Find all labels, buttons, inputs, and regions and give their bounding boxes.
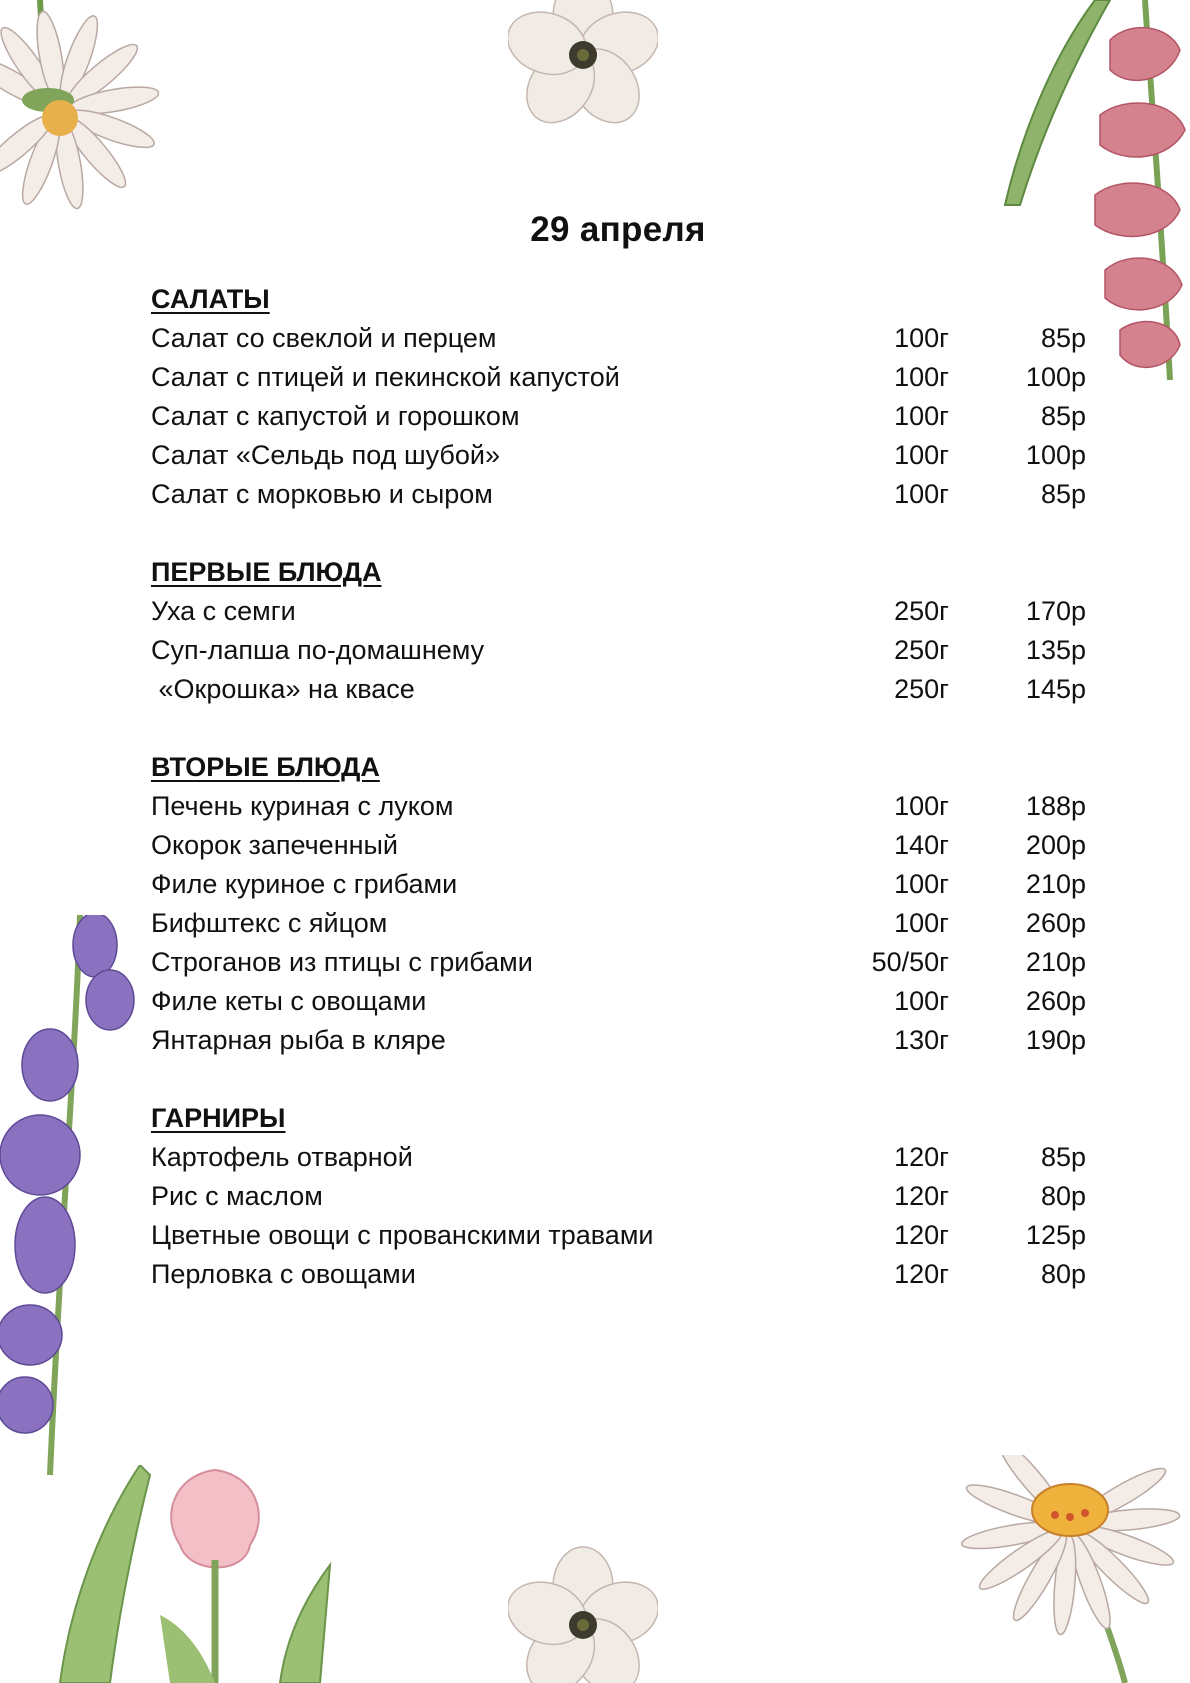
item-weight: 100г: [894, 908, 949, 938]
tulip-bottom-left-decoration: [0, 1465, 360, 1683]
item-weight: 250г: [894, 635, 949, 665]
item-name: Уха с семги: [151, 596, 296, 626]
item-weight: 130г: [894, 1025, 949, 1055]
section-salads: [151, 280, 1086, 514]
item-price: 135р: [1025, 635, 1086, 665]
item-weight: 140г: [894, 830, 949, 860]
section-first-courses: [151, 553, 1086, 709]
item-weight: 100г: [894, 440, 949, 470]
item-name: Филе куриное с грибами: [151, 869, 458, 899]
menu-item: [151, 904, 1086, 943]
section-title: ГАРНИРЫ: [151, 1103, 286, 1133]
item-price: 85р: [1040, 1142, 1086, 1172]
menu-item: [151, 982, 1086, 1021]
item-weight: 250г: [894, 674, 949, 704]
item-price: 260р: [1025, 986, 1086, 1016]
section-main-courses: [151, 748, 1086, 1060]
menu-item: [151, 1216, 1086, 1255]
item-price: 260р: [1025, 908, 1086, 938]
menu-item: [151, 631, 1086, 670]
item-name: Картофель отварной: [151, 1142, 413, 1172]
menu-item: [151, 319, 1086, 358]
item-weight: 100г: [894, 479, 949, 509]
item-weight: 100г: [894, 869, 949, 899]
item-price: 200р: [1025, 830, 1086, 860]
section-title: ПЕРВЫЕ БЛЮДА: [151, 557, 382, 587]
menu-item: [151, 397, 1086, 436]
daisy-bottom-right-decoration: [945, 1455, 1190, 1683]
item-price: 210р: [1025, 869, 1086, 899]
menu-item: [151, 943, 1086, 982]
section-title: ВТОРЫЕ БЛЮДА: [151, 752, 380, 782]
item-price: 80р: [1040, 1259, 1086, 1289]
item-name: «Окрошка» на квасе: [151, 674, 415, 704]
page-title: 29 апреля: [530, 210, 706, 249]
menu-item: [151, 592, 1086, 631]
item-name: Рис с маслом: [151, 1181, 323, 1211]
menu-item: [151, 1021, 1086, 1060]
item-price: 190р: [1025, 1025, 1086, 1055]
lavender-left-decoration: [0, 915, 160, 1495]
menu-item: [151, 826, 1086, 865]
item-price: 80р: [1040, 1181, 1086, 1211]
menu: [151, 280, 1086, 1333]
item-name: Салат «Сельдь под шубой»: [151, 440, 500, 470]
item-name: Салат со свеклой и перцем: [151, 323, 497, 353]
item-price: 210р: [1025, 947, 1086, 977]
item-name: Окорок запеченный: [151, 830, 399, 860]
menu-item: [151, 787, 1086, 826]
menu-item: [151, 436, 1086, 475]
flower-bottom-center-decoration: [508, 1535, 658, 1683]
item-name: Салат с птицей и пекинской капустой: [151, 362, 620, 392]
section-title: САЛАТЫ: [151, 284, 270, 314]
item-weight: 100г: [894, 362, 949, 392]
item-weight: 120г: [894, 1142, 949, 1172]
item-price: 85р: [1040, 401, 1086, 431]
item-weight: 120г: [894, 1259, 949, 1289]
flower-top-center-decoration: [508, 0, 658, 150]
section-side-dishes: [151, 1099, 1086, 1294]
item-name: Янтарная рыба в кляре: [151, 1025, 446, 1055]
item-name: Печень куриная с луком: [151, 791, 454, 821]
item-name: Филе кеты с овощами: [151, 986, 427, 1016]
item-weight: 100г: [894, 323, 949, 353]
item-price: 145р: [1025, 674, 1086, 704]
menu-item: [151, 1138, 1086, 1177]
item-price: 85р: [1040, 479, 1086, 509]
item-price: 170р: [1025, 596, 1086, 626]
item-name: Цветные овощи с прованскими травами: [151, 1220, 654, 1250]
item-weight: 120г: [894, 1220, 949, 1250]
menu-item: [151, 670, 1086, 709]
item-name: Строганов из птицы с грибами: [151, 947, 533, 977]
item-price: 85р: [1040, 323, 1086, 353]
item-weight: 100г: [894, 401, 949, 431]
menu-item: [151, 1177, 1086, 1216]
item-weight: 100г: [894, 791, 949, 821]
item-name: Перловка с овощами: [151, 1259, 416, 1289]
item-price: 100р: [1025, 362, 1086, 392]
item-name: Салат с капустой и горошком: [151, 401, 520, 431]
item-price: 100р: [1025, 440, 1086, 470]
item-price: 188р: [1025, 791, 1086, 821]
menu-item: [151, 358, 1086, 397]
menu-item: [151, 865, 1086, 904]
item-weight: 250г: [894, 596, 949, 626]
item-weight: 100г: [894, 986, 949, 1016]
item-name: Бифштекс с яйцом: [151, 908, 388, 938]
item-price: 125р: [1025, 1220, 1086, 1250]
item-name: Салат с морковью и сыром: [151, 479, 493, 509]
item-weight: 50/50г: [871, 947, 949, 977]
item-name: Суп-лапша по-домашнему: [151, 635, 485, 665]
menu-item: [151, 475, 1086, 514]
menu-item: [151, 1255, 1086, 1294]
item-weight: 120г: [894, 1181, 949, 1211]
